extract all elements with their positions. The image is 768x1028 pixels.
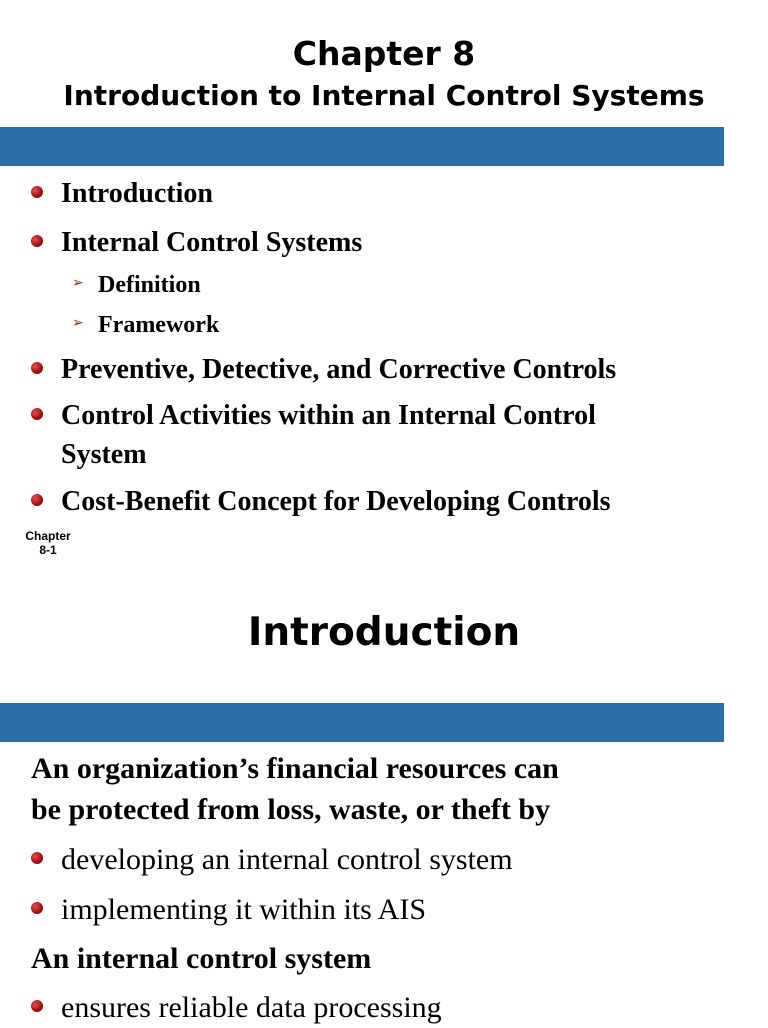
- slide-footer: [18, 529, 78, 557]
- slide-title: Chapter 8: [292, 34, 476, 73]
- bullet-item: Internal Control Systems: [61, 227, 363, 258]
- intro-text-line: An organization’s financial resources can: [31, 752, 559, 785]
- slide-subtitle: Introduction to Internal Control Systems: [63, 79, 705, 112]
- bullet-item: Cost-Benefit Concept for Developing Controls: [61, 486, 611, 517]
- bullet-icon: [31, 494, 43, 506]
- bullet-icon: [31, 186, 43, 198]
- bullet-item: Preventive, Detective, and Corrective Controls: [61, 354, 617, 385]
- bullet-item: implementing it within its AIS: [61, 893, 427, 926]
- footer-number: 8-1: [39, 543, 57, 557]
- bullet-item: Introduction: [61, 178, 213, 209]
- slide-title: Introduction: [247, 610, 521, 655]
- bullet-icon: [31, 408, 43, 420]
- bullet-item: developing an internal control system: [61, 843, 513, 876]
- arrow-bullet-icon: ➢: [72, 275, 84, 291]
- title-band: [0, 127, 724, 166]
- sub-bullet-item: Framework: [98, 312, 220, 338]
- arrow-bullet-icon: ➢: [72, 315, 84, 331]
- bullet-icon: [31, 852, 43, 864]
- bullet-icon: [31, 235, 43, 247]
- bullet-icon: [31, 1000, 43, 1012]
- bullet-item-continued: System: [61, 439, 147, 470]
- footer-label: Chapter: [25, 529, 71, 543]
- bullet-item: ensures reliable data processing: [61, 991, 442, 1024]
- bullet-icon: [31, 902, 43, 914]
- title-band: [0, 703, 724, 742]
- section-heading: An internal control system: [31, 942, 372, 975]
- bullet-item: Control Activities within an Internal Control: [61, 400, 596, 431]
- intro-text-line: be protected from loss, waste, or theft by: [31, 793, 551, 826]
- bullet-icon: [31, 362, 43, 374]
- sub-bullet-item: Definition: [98, 272, 201, 298]
